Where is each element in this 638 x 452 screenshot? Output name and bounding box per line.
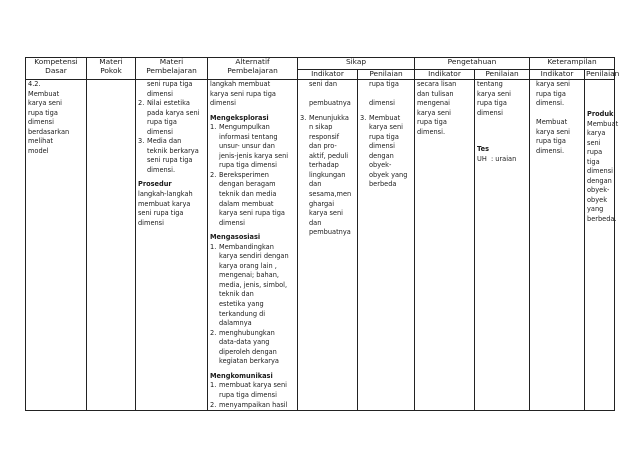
mp-lead: seni rupa tiga dimensi [147,80,193,98]
alt-item-number: 1. [210,242,217,251]
cell-kompetensi-dasar [26,80,87,411]
prosedur-title: Prosedur [138,180,172,189]
sikap-ind-lead: seni dan pembuatnya [309,80,351,108]
header-sikap: Sikap [298,58,415,70]
mengeksplorasi-title: Mengeksplorasi [210,113,269,122]
cell-pengetahuan-penilaian [475,80,530,411]
header-keterampilan-indikator: Indikator [530,70,585,80]
sikap-ind-number: 3. [300,113,307,122]
mengkomunikasi-title: Mengkomunikasi [210,371,273,380]
sikap-pen-text: Membuat karya seni rupa tiga dimensi dengan obyek- obyek yang berbeda [369,113,408,189]
header-kompetensi: Kompetensi Dasar [26,58,87,80]
mengasosiasi-title: Mengasosiasi [210,233,261,242]
tes-title: Tes [477,145,490,154]
sikap-ind-text: Menunjukka n sikap responsif dan pro- aktif, peduli terhadap lingkungan dan sesama,men ghargai karya seni dan pembuatnya [309,113,352,237]
alt-item-number: 1. [210,381,217,390]
alt-item-text: Membandingkan karya sendiri dengan karya orang lain , mengenai; bahan, media, jenis, simbol, teknik dan estetika yang terkandung di dalamnya [219,242,289,328]
mp-item-text: Media dan teknik berkarya seni rupa tiga dimensi. [147,137,199,174]
header-keterampilan: Keterampilan [530,58,615,70]
cell-sikap-indikator [298,80,358,411]
pengetahuan-ind-text: secara lisan dan tulisan mengenai karya seni rupa tiga dimensi. [417,80,457,136]
syllabus-table [25,57,620,411]
cell-keterampilan-penilaian [585,80,619,411]
cell-materi-pokok [87,80,136,411]
alt-item-number: 2. [210,170,217,179]
alt-item-number: 1. [210,123,217,132]
alt-item-text: menghubungkan data-data yang diperoleh dengan kegiatan berkarya [219,328,279,366]
header-alternatif: Alternatif Pembelajaran [208,58,298,80]
mp-item-number: 3. [138,137,145,146]
header-materi-pembelajaran: Materi Pembelajaran [136,58,208,80]
produk-text: Membuat karya seni rupa tiga dimensi dengan obyek-obyek yang berbeda. [587,119,619,224]
alt-item-number: 2. [210,328,217,337]
alt-lead: langkah membuat karya seni rupa tiga dimensi [210,80,276,108]
kd-number: 4.2. [28,80,41,88]
produk-title: Produk [587,110,614,118]
kd-text: Membuat karya seni rupa tiga dimensi berdasarkan melihat model [28,89,70,155]
header-keterampilan-penilaian: Penilaian [586,69,620,78]
alt-item-text: menyampaikan hasil [219,400,288,409]
tes-text: UH : uraian [477,154,517,163]
alt-item-text: membuat karya seni rupa tiga dimensi [219,381,287,399]
header-pengetahuan: Pengetahuan [415,58,530,70]
cell-sikap-penilaian [358,80,415,411]
alt-item-text: Bereksperimen dengan beragam teknik dan media dalam membuat karya seni rupa tiga dimensi [219,170,285,227]
sikap-pen-number: 3. [360,113,367,122]
alt-item-text: Mengumpulkan informasi tentang unsur- unsur dan jenis-jenis karya seni rupa tiga dimensi [219,123,289,170]
mp-item-number: 2. [138,99,145,108]
header-materi-pokok: Materi Pokok [87,58,136,80]
sikap-pen-lead: rupa tiga dimensi [369,80,399,108]
pengetahuan-pen-lead: tentang karya seni rupa tiga dimensi [477,80,511,117]
cell-pengetahuan-indikator [415,80,475,411]
header-sikap-indikator: Indikator [298,70,358,80]
header-pengetahuan-penilaian: Penilaian [475,70,530,80]
cell-materi-pembelajaran [136,80,208,411]
alt-item-number: 2. [210,400,217,409]
keterampilan-ind-text: karya seni rupa tiga dimensi. Membuat karya seni rupa tiga dimensi. [536,80,571,155]
mp-item-text: Nilai estetika pada karya seni rupa tiga dimensi [147,99,200,136]
header-pengetahuan-indikator: Indikator [415,70,475,80]
header-sikap-penilaian: Penilaian [358,70,415,80]
cell-keterampilan-indikator [530,80,585,411]
prosedur-text: langkah-langkah membuat karya seni rupa tiga dimensi [138,190,193,227]
cell-alternatif [208,80,298,411]
